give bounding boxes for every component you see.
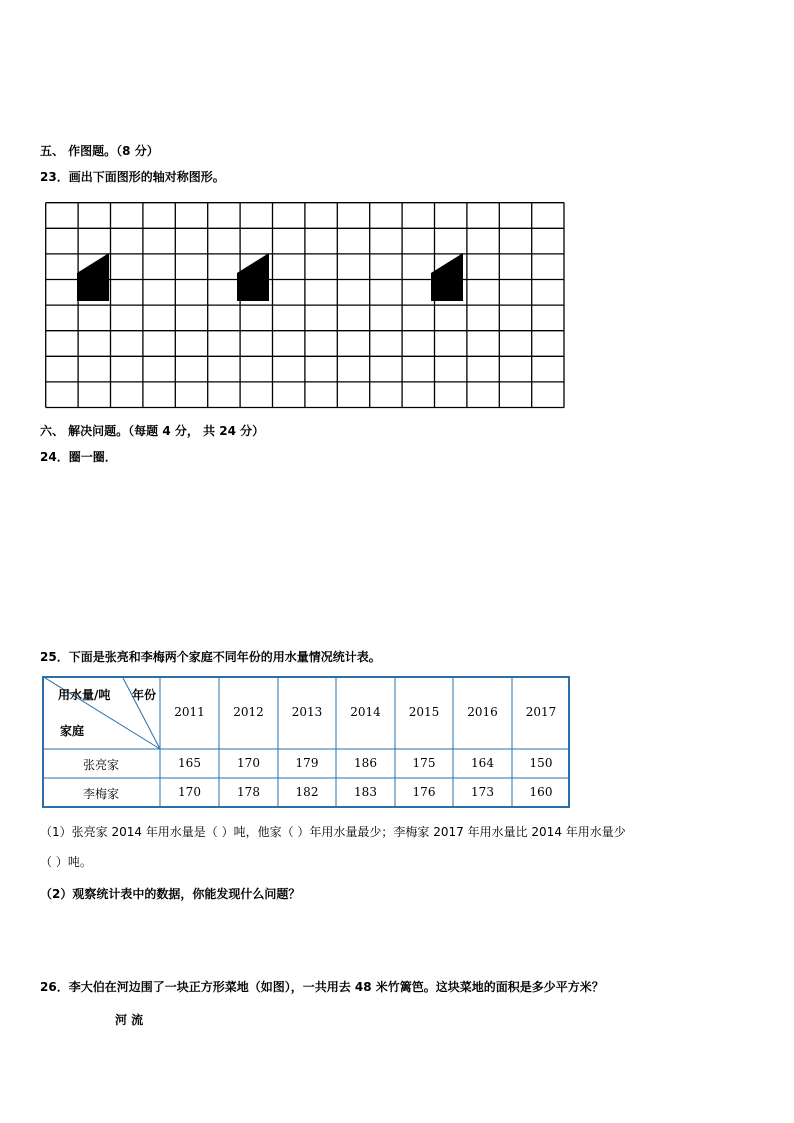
usage-value: 175: [412, 756, 436, 770]
grid-lines: [46, 203, 564, 408]
year-2015: 2015: [408, 705, 440, 719]
year-2012: 2012: [233, 705, 264, 719]
shape-3: [431, 253, 463, 301]
year-2017: 2017: [525, 705, 557, 719]
usage-value: 183: [354, 785, 377, 799]
year-2013: 2013: [291, 705, 323, 719]
usage-value: 170: [178, 785, 201, 799]
water-usage-table: [42, 676, 570, 808]
usage-value: 186: [354, 756, 377, 770]
usage-value: 178: [237, 785, 260, 799]
question-24: 24．圈一圈．: [40, 450, 117, 464]
usage-value: 150: [529, 756, 553, 770]
question-26: 26．李大伯在河边围了一块正方形菜地（如图），一共用去 48 米竹篱笆。这块菜地的面积是多少平方米？: [40, 980, 604, 994]
header-usage: 用水量/吨: [58, 688, 111, 702]
header-family: 家庭: [60, 724, 85, 738]
shape-2: [237, 253, 269, 301]
shape-1: [77, 253, 109, 301]
family-name: 李梅家: [82, 787, 119, 801]
question-25-part-1-line-1: （1）张亮家 2014 年用水量是（ ）吨，他家（ ）年用水量最少；李梅家 2017 年用水量比 2014 年用水量少: [40, 825, 626, 839]
section-5-title: 五、 作图题。（8 分）: [40, 144, 159, 158]
usage-value: 170: [237, 756, 260, 770]
family-name: 张亮家: [82, 758, 119, 772]
usage-value: 165: [178, 756, 201, 770]
river-label: 河 流: [115, 1013, 144, 1027]
usage-value: 176: [412, 785, 436, 799]
usage-value: 164: [471, 756, 494, 770]
year-2014: 2014: [350, 705, 381, 719]
year-2016: 2016: [467, 705, 498, 719]
question-25-part-2: （2）观察统计表中的数据，你能发现什么问题？: [40, 887, 301, 901]
question-25-part-1-line-2: （ ）吨。: [40, 855, 92, 869]
year-2011: 2011: [174, 705, 205, 719]
usage-value: 179: [295, 756, 319, 770]
usage-value: 160: [529, 785, 553, 799]
usage-value: 182: [295, 785, 319, 799]
header-year: 年份: [132, 688, 157, 702]
question-23: 23．画出下面图形的轴对称图形。: [40, 170, 225, 184]
square-grid: [45, 202, 565, 409]
usage-value: 173: [471, 785, 494, 799]
section-6-title: 六、 解决问题。（每题 4 分， 共 24 分）: [40, 424, 265, 438]
question-25: 25．下面是张亮和李梅两个家庭不同年份的用水量情况统计表。: [40, 650, 381, 664]
